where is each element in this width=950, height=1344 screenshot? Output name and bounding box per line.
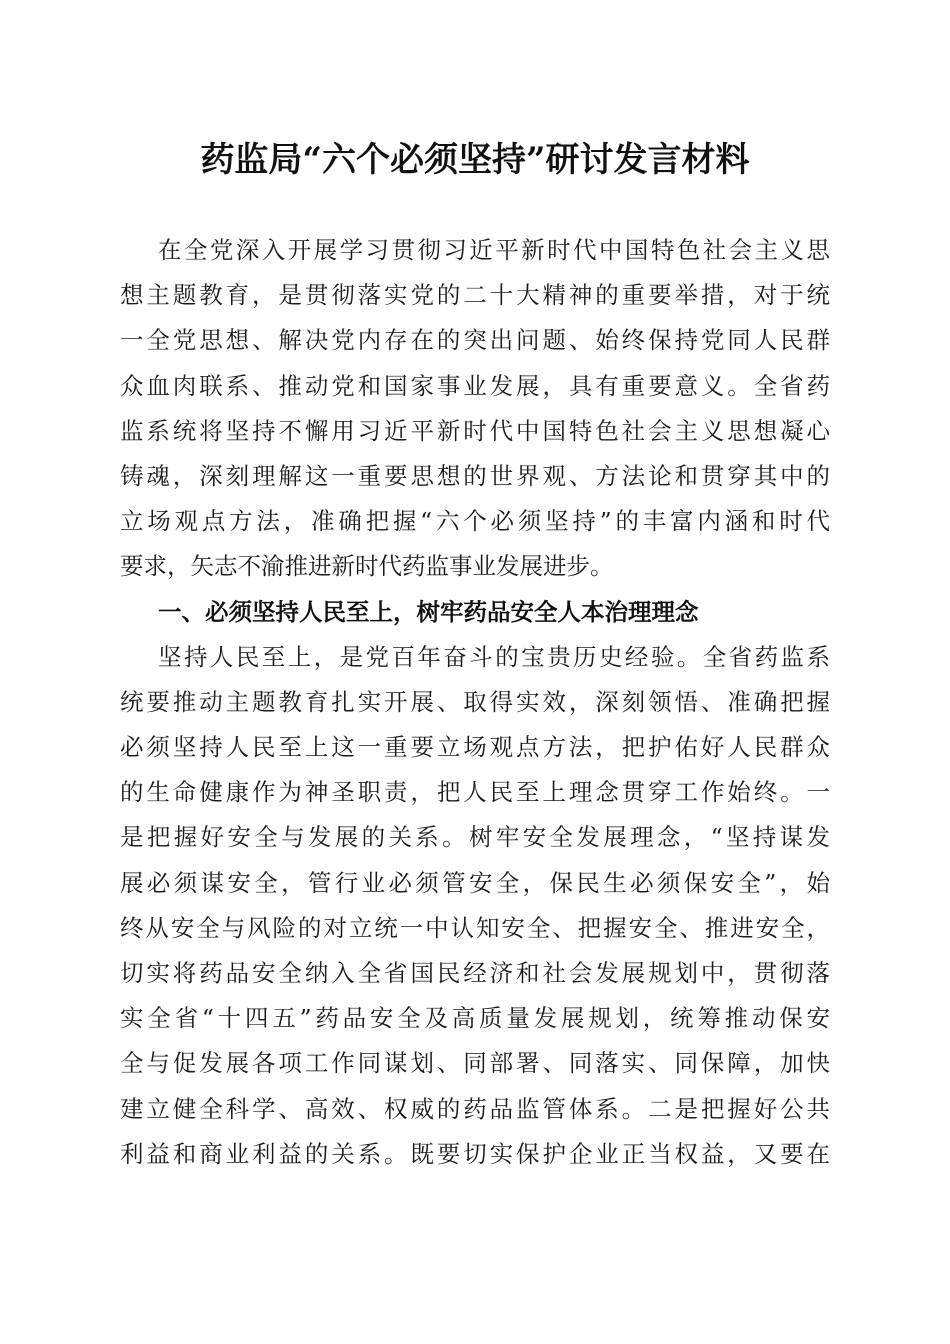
document-body [120,228,830,1177]
intro-line: 要求，矢志不渝推进新时代药监事业发展进步。 [120,552,614,581]
section-line: 切实将药品安全纳入全省国民经济和社会发展规划中，贯彻落 [120,959,830,987]
section-line: 坚持人民至上，是党百年奋斗的宝贵历史经验。全省药监系 [158,642,830,671]
document-title: 药监局“六个必须坚持”研讨发言材料 [200,140,750,180]
intro-line: 一全党思想、解决党内存在的突出问题、始终保持党同人民群 [120,326,830,355]
section-line: 展必须谋安全，管行业必须管安全，保民生必须保安全”，始 [120,868,830,897]
section-line: 全与促发展各项工作同谋划、同部署、同落实、同保障，加快 [120,1049,830,1078]
section-line: 统要推动主题教育扎实开展、取得实效，深刻领悟、准确把握 [120,687,830,716]
intro-line: 监系统将坚持不懈用习近平新时代中国特色社会主义思想凝心 [120,416,830,445]
section-heading: 一、必须坚持人民至上，树牢药品安全人本治理理念 [158,597,699,626]
intro-line: 想主题教育，是贯彻落实党的二十大精神的重要举措，对于统 [120,281,830,310]
section-line: 是把握好安全与发展的关系。树牢安全发展理念，“坚持谋发 [120,823,830,852]
intro-line: 在全党深入开展学习贯彻习近平新时代中国特色社会主义思 [158,236,830,264]
section-line: 利益和商业利益的关系。既要切实保护企业正当权益，又要在 [120,1139,830,1168]
section-line: 必须坚持人民至上这一重要立场观点方法，把护佑好人民群众 [120,733,830,762]
intro-line: 众血肉联系、推动党和国家事业发展，具有重要意义。全省药 [120,371,830,400]
intro-line: 铸魂，深刻理解这一重要思想的世界观、方法论和贯穿其中的 [120,461,830,490]
section-line: 建立健全科学、高效、权威的药品监管体系。二是把握好公共 [120,1094,830,1123]
intro-line: 立场观点方法，准确把握“六个必须坚持”的丰富内涵和时代 [120,507,830,536]
section-line: 的生命健康作为神圣职责，把人民至上理念贯穿工作始终。一 [120,778,830,807]
section-line: 终从安全与风险的对立统一中认知安全、把握安全、推进安全， [120,913,830,942]
section-line: 实全省“十四五”药品安全及高质量发展规划，统筹推动保安 [120,1004,830,1033]
